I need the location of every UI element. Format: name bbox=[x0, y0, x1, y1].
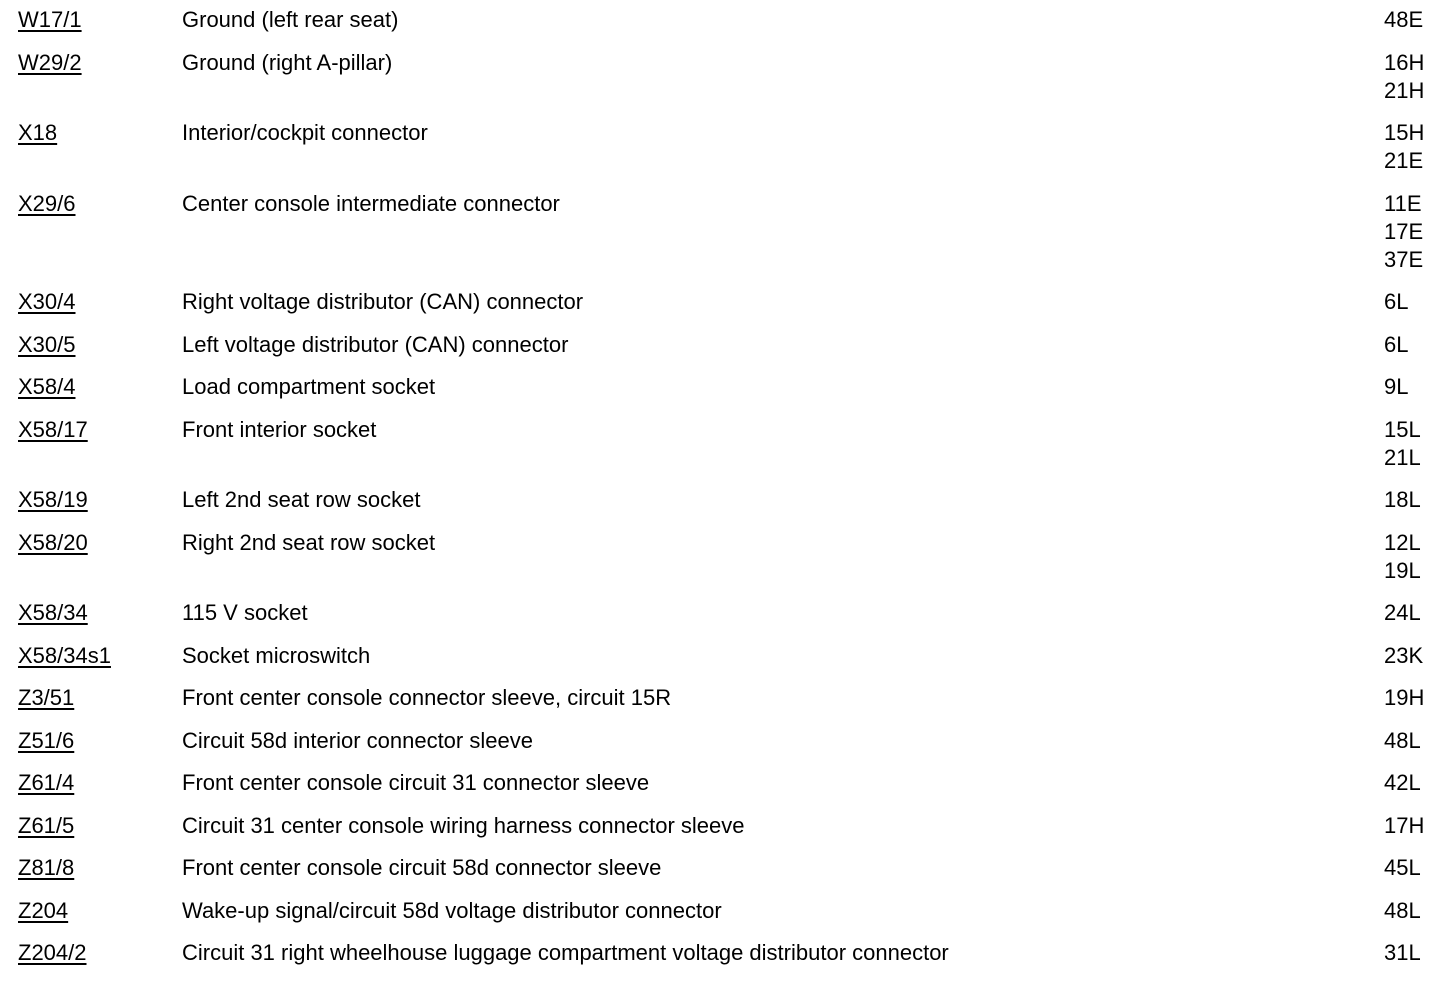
grid-reference: 16H bbox=[1384, 50, 1425, 75]
component-code-link[interactable]: W17/1 bbox=[18, 7, 82, 32]
component-code-link[interactable]: Z204/2 bbox=[18, 940, 87, 965]
grid-reference-list bbox=[1384, 49, 1424, 105]
grid-reference-list bbox=[1384, 727, 1421, 755]
component-code-link[interactable]: X18 bbox=[18, 120, 58, 145]
grid-reference: 31L bbox=[1384, 940, 1421, 965]
component-code-link[interactable]: X58/34s1 bbox=[18, 643, 111, 668]
grid-reference: 12L bbox=[1384, 530, 1421, 555]
grid-reference: 48E bbox=[1384, 7, 1424, 32]
grid-reference-list bbox=[1384, 190, 1423, 274]
component-description: Front center console circuit 58d connector sleeve bbox=[182, 855, 662, 880]
component-code-link[interactable]: X30/5 bbox=[18, 332, 76, 357]
grid-reference-list bbox=[1384, 939, 1421, 967]
component-description: Left voltage distributor (CAN) connector bbox=[182, 332, 569, 357]
grid-reference-list bbox=[1384, 416, 1421, 472]
component-code-link[interactable]: Z81/8 bbox=[18, 855, 75, 880]
grid-reference: 21E bbox=[1384, 148, 1424, 173]
component-code-link[interactable]: Z3/51 bbox=[18, 685, 75, 710]
grid-reference: 9L bbox=[1384, 374, 1409, 399]
component-code-link[interactable]: X58/34 bbox=[18, 600, 88, 625]
grid-reference-list bbox=[1384, 119, 1424, 175]
grid-reference-list bbox=[1384, 373, 1408, 401]
grid-reference: 17H bbox=[1384, 813, 1425, 838]
component-code-link[interactable]: X30/4 bbox=[18, 289, 76, 314]
grid-reference-list bbox=[1384, 854, 1421, 882]
component-code-link[interactable]: X58/20 bbox=[18, 530, 88, 555]
grid-reference: 42L bbox=[1384, 770, 1421, 795]
grid-reference: 15L bbox=[1384, 417, 1421, 442]
component-code-link[interactable]: X29/6 bbox=[18, 191, 76, 216]
grid-reference: 48L bbox=[1384, 728, 1421, 753]
component-description: Circuit 31 center console wiring harness connector sleeve bbox=[182, 813, 745, 838]
grid-reference-list bbox=[1384, 897, 1421, 925]
grid-reference: 48L bbox=[1384, 898, 1421, 923]
component-code-link[interactable]: Z204 bbox=[18, 898, 69, 923]
component-code-link[interactable]: Z61/5 bbox=[18, 813, 75, 838]
component-description: Right voltage distributor (CAN) connector bbox=[182, 289, 584, 314]
component-code-link[interactable]: X58/4 bbox=[18, 374, 76, 399]
component-code-link[interactable]: X58/17 bbox=[18, 417, 88, 442]
component-description: Right 2nd seat row socket bbox=[182, 530, 436, 555]
grid-reference-list bbox=[1384, 684, 1424, 712]
component-code-link[interactable]: W29/2 bbox=[18, 50, 82, 75]
grid-reference: 17E bbox=[1384, 219, 1424, 244]
grid-reference-list bbox=[1384, 331, 1408, 359]
grid-reference-list bbox=[1384, 486, 1421, 514]
grid-reference-list bbox=[1384, 812, 1424, 840]
grid-reference: 15H bbox=[1384, 120, 1425, 145]
grid-reference: 21L bbox=[1384, 445, 1421, 470]
component-description: Ground (left rear seat) bbox=[182, 7, 399, 32]
grid-reference: 11E bbox=[1384, 191, 1422, 216]
grid-reference-list bbox=[1384, 529, 1421, 585]
component-description: Load compartment socket bbox=[182, 374, 436, 399]
grid-reference: 37E bbox=[1384, 247, 1424, 272]
grid-reference-list bbox=[1384, 599, 1421, 627]
grid-reference: 23K bbox=[1384, 643, 1424, 668]
grid-reference: 19L bbox=[1384, 558, 1421, 583]
component-description: Center console intermediate connector bbox=[182, 191, 560, 216]
grid-reference: 21H bbox=[1384, 78, 1425, 103]
component-description: 115 V socket bbox=[182, 600, 308, 625]
component-code-link[interactable]: Z51/6 bbox=[18, 728, 75, 753]
component-description: Socket microswitch bbox=[182, 643, 371, 668]
grid-reference-list bbox=[1384, 642, 1423, 670]
grid-reference-list bbox=[1384, 6, 1423, 34]
component-description: Interior/cockpit connector bbox=[182, 120, 428, 145]
component-code-link[interactable]: Z61/4 bbox=[18, 770, 75, 795]
component-description: Left 2nd seat row socket bbox=[182, 487, 421, 512]
component-description: Front center console circuit 31 connector sleeve bbox=[182, 770, 650, 795]
component-description: Circuit 31 right wheelhouse luggage compartment voltage distributor connector bbox=[182, 940, 949, 965]
grid-reference: 6L bbox=[1384, 289, 1409, 314]
grid-reference: 24L bbox=[1384, 600, 1421, 625]
grid-reference-list bbox=[1384, 288, 1408, 316]
component-description: Ground (right A-pillar) bbox=[182, 50, 393, 75]
component-description: Wake-up signal/circuit 58d voltage distributor connector bbox=[182, 898, 722, 923]
grid-reference-list bbox=[1384, 769, 1421, 797]
component-description: Front interior socket bbox=[182, 417, 377, 442]
grid-reference: 6L bbox=[1384, 332, 1409, 357]
grid-reference: 45L bbox=[1384, 855, 1421, 880]
component-description: Front center console connector sleeve, circuit 15R bbox=[182, 685, 672, 710]
component-description: Circuit 58d interior connector sleeve bbox=[182, 728, 533, 753]
component-code-link[interactable]: X58/19 bbox=[18, 487, 88, 512]
grid-reference: 18L bbox=[1384, 487, 1421, 512]
grid-reference: 19H bbox=[1384, 685, 1425, 710]
